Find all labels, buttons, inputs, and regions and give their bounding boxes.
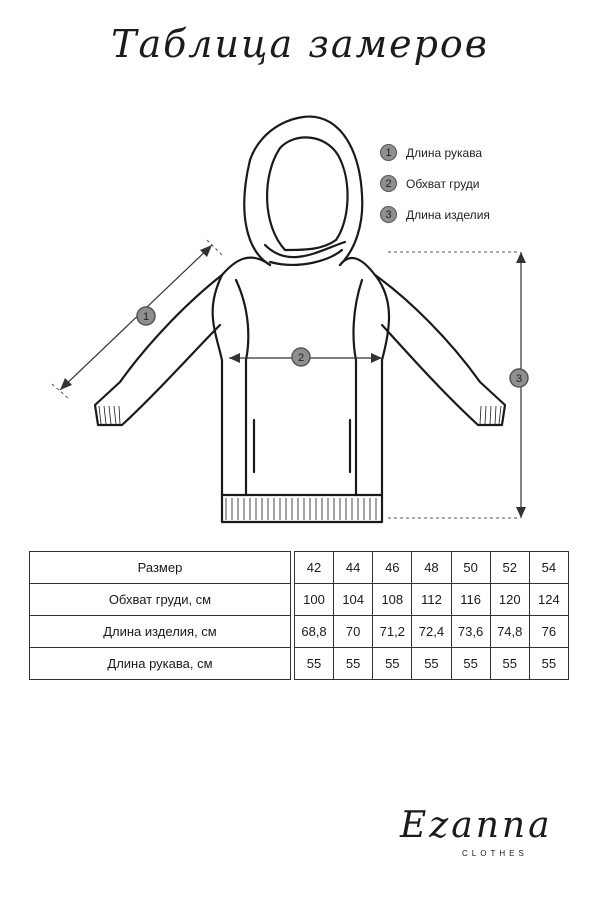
table-cell: 55 <box>490 648 529 680</box>
legend-item <box>380 168 490 199</box>
table-cell: 124 <box>529 584 568 616</box>
body-outline <box>213 258 389 495</box>
table-cell: 55 <box>334 648 373 680</box>
size-table <box>29 551 569 680</box>
table-cell: 71,2 <box>373 616 412 648</box>
legend-label: Длина рукава <box>406 145 483 160</box>
legend-label: Обхват груди <box>406 176 480 191</box>
brand-logo <box>400 805 575 875</box>
table-row-header: Обхват груди, см <box>30 584 291 616</box>
table-row <box>30 616 569 648</box>
table-cell: 54 <box>529 552 568 584</box>
legend-item <box>380 199 490 230</box>
table-cell: 112 <box>412 584 451 616</box>
table-cell: 55 <box>451 648 490 680</box>
sleeve-measure-line <box>60 245 212 390</box>
length-marker <box>510 369 528 387</box>
table-cell: 74,8 <box>490 616 529 648</box>
table-cell: 55 <box>294 648 333 680</box>
table-row-header: Длина рукава, см <box>30 648 291 680</box>
table-row <box>30 584 569 616</box>
legend-item <box>380 137 490 168</box>
brand-name: Ezanna <box>400 805 553 846</box>
table-cell: 108 <box>373 584 412 616</box>
table-cell: 100 <box>294 584 333 616</box>
table-cell: 73,6 <box>451 616 490 648</box>
svg-text:2: 2 <box>297 352 305 364</box>
svg-text:1: 1 <box>142 311 150 323</box>
page-title: Таблица замеров <box>111 22 489 66</box>
left-sleeve <box>95 275 222 425</box>
table-cell: 55 <box>412 648 451 680</box>
table-cell: 44 <box>334 552 373 584</box>
table-cell: 120 <box>490 584 529 616</box>
svg-text:3: 3 <box>515 373 523 385</box>
table-row-header: Длина изделия, см <box>30 616 291 648</box>
table-cell: 48 <box>412 552 451 584</box>
table-cell: 52 <box>490 552 529 584</box>
right-sleeve <box>375 275 505 425</box>
sleeve-marker <box>137 307 155 325</box>
table-cell: 42 <box>294 552 333 584</box>
table-cell: 76 <box>529 616 568 648</box>
legend-number-badge: 2 <box>380 175 397 192</box>
table-cell: 55 <box>373 648 412 680</box>
legend-number-badge: 1 <box>380 144 397 161</box>
brand-tagline: CLOTHES <box>462 849 528 858</box>
legend-number-badge: 3 <box>380 206 397 223</box>
legend-label: Длина изделия <box>406 207 490 222</box>
hoodie-diagram <box>0 100 600 540</box>
table-row <box>30 648 569 680</box>
table-cell: 116 <box>451 584 490 616</box>
table-cell: 46 <box>373 552 412 584</box>
table-cell: 104 <box>334 584 373 616</box>
table-cell: 72,4 <box>412 616 451 648</box>
table-cell: 68,8 <box>294 616 333 648</box>
table-cell: 50 <box>451 552 490 584</box>
table-cell: 70 <box>334 616 373 648</box>
measurement-legend <box>380 137 490 230</box>
hood-opening <box>267 137 347 250</box>
table-cell: 55 <box>529 648 568 680</box>
table-row-header: Размер <box>30 552 291 584</box>
chest-marker <box>292 348 310 366</box>
table-row <box>30 552 569 584</box>
